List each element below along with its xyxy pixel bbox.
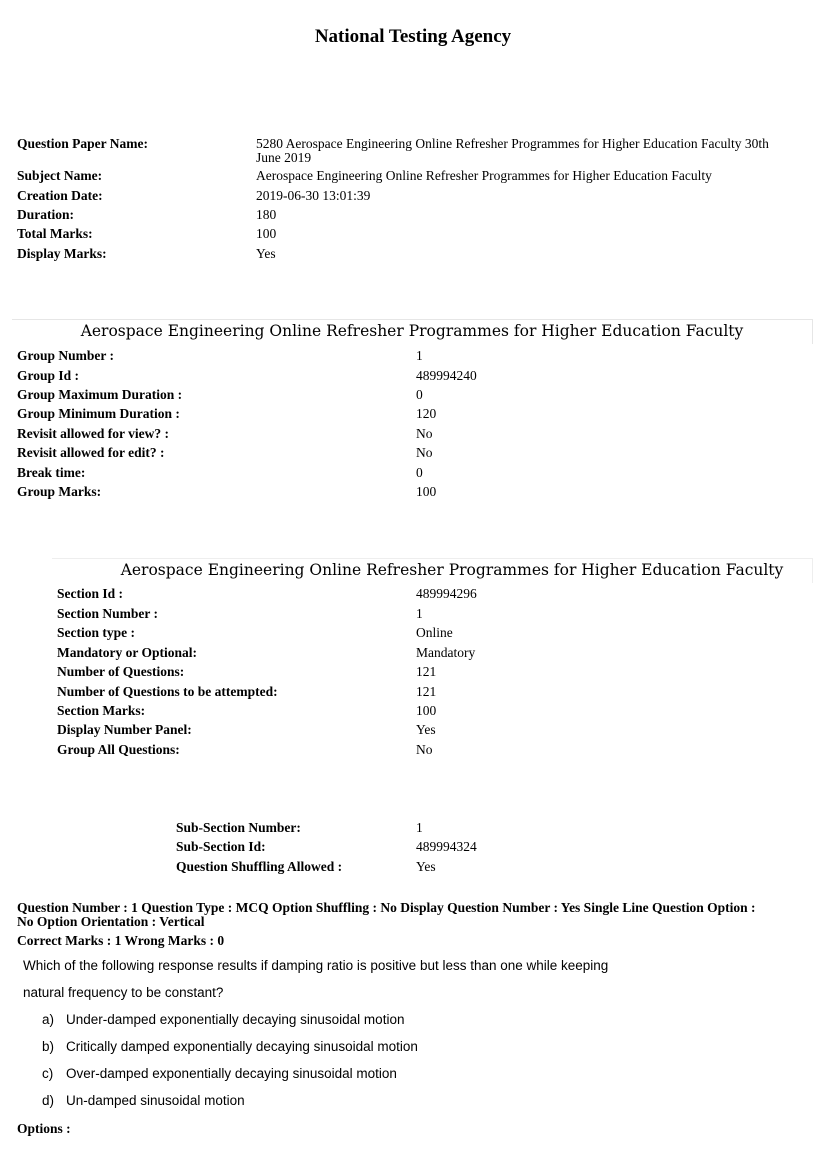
group-value: 100: [416, 484, 437, 499]
group-value: No: [416, 426, 433, 441]
section-key: Number of Questions:: [57, 664, 185, 679]
info-key: Subject Name:: [17, 168, 103, 183]
option-item: [42, 1012, 542, 1030]
info-value: Aerospace Engineering Online Refresher Programmes for Higher Education Faculty: [256, 168, 712, 183]
info-value: 2019-06-30 13:01:39: [256, 188, 371, 203]
subsection-value: 1: [416, 820, 423, 835]
group-key: Group Marks:: [17, 484, 102, 499]
section-key: Number of Questions to be attempted:: [57, 684, 278, 699]
options-label: Options :: [17, 1121, 71, 1136]
subsection-value: Yes: [416, 859, 436, 874]
section-key: Mandatory or Optional:: [57, 645, 198, 660]
group-value: No: [416, 445, 433, 460]
group-value: 489994240: [416, 368, 477, 383]
option-item: [42, 1039, 542, 1057]
info-value: Yes: [256, 246, 276, 261]
section-key: Section Number :: [57, 606, 158, 621]
section-value: 121: [416, 684, 437, 699]
group-value: 120: [416, 406, 437, 421]
option-label: c): [42, 1066, 54, 1081]
info-value: 100: [256, 226, 277, 241]
section-value: 121: [416, 664, 437, 679]
group-value: 0: [416, 465, 423, 480]
subsection-key: Sub-Section Number:: [176, 820, 301, 835]
section-key: Section type :: [57, 625, 135, 640]
section-value: Yes: [416, 722, 436, 737]
section-value: Mandatory: [416, 645, 476, 660]
info-key: Display Marks:: [17, 246, 107, 261]
question-meta-line: Question Number : 1 Question Type : MCQ Option Shuffling : No Display Question Number : Yes Single Line Question Option :: [17, 900, 756, 915]
group-key: Revisit allowed for view? :: [17, 426, 169, 441]
section-key: Display Number Panel:: [57, 722, 192, 737]
question-text-line: Which of the following response results if damping ratio is positive but less than one while keeping: [23, 958, 609, 973]
info-key: Duration:: [17, 207, 74, 222]
page-title: National Testing Agency: [314, 26, 512, 47]
info-value: 180: [256, 207, 277, 222]
option-item: [42, 1093, 542, 1111]
group-heading: Aerospace Engineering Online Refresher Programmes for Higher Education Faculty: [80, 322, 744, 340]
section-value: 100: [416, 703, 437, 718]
subsection-key: Sub-Section Id:: [176, 839, 266, 854]
group-key: Group Minimum Duration :: [17, 406, 180, 421]
info-key: Question Paper Name:: [17, 136, 148, 151]
section-value: Online: [416, 625, 453, 640]
option-text: Critically damped exponentially decaying sinusoidal motion: [66, 1039, 418, 1054]
option-text: Un-damped sinusoidal motion: [66, 1093, 245, 1108]
question-marks: Correct Marks : 1 Wrong Marks : 0: [17, 933, 225, 948]
group-key: Group Id :: [17, 368, 80, 383]
section-value: 1: [416, 606, 423, 621]
section-heading: Aerospace Engineering Online Refresher Programmes for Higher Education Faculty: [120, 561, 784, 579]
option-label: d): [42, 1093, 55, 1108]
option-label: a): [42, 1012, 55, 1027]
section-key: Section Marks:: [57, 703, 146, 718]
section-value: No: [416, 742, 433, 757]
section-value: 489994296: [416, 586, 477, 601]
subsection-key: Question Shuffling Allowed :: [176, 859, 343, 874]
subsection-value: 489994324: [416, 839, 477, 854]
option-item: [42, 1066, 542, 1084]
question-text-line: natural frequency to be constant?: [23, 985, 224, 1000]
section-key: Group All Questions:: [57, 742, 180, 757]
option-text: Over-damped exponentially decaying sinusoidal motion: [66, 1066, 397, 1081]
group-key: Break time:: [17, 465, 86, 480]
group-value: 0: [416, 387, 423, 402]
question-meta-line: No Option Orientation : Vertical: [17, 914, 205, 929]
info-key: Creation Date:: [17, 188, 103, 203]
group-key: Group Maximum Duration :: [17, 387, 183, 402]
group-key: Revisit allowed for edit? :: [17, 445, 165, 460]
option-text: Under-damped exponentially decaying sinusoidal motion: [66, 1012, 405, 1027]
question-meta: [17, 901, 817, 929]
info-value: 5280 Aerospace Engineering Online Refresher Programmes for Higher Education Faculty 30th June 2019: [256, 136, 769, 165]
info-key: Total Marks:: [17, 226, 93, 241]
option-label: b): [42, 1039, 55, 1054]
group-value: 1: [416, 348, 423, 363]
group-key: Group Number :: [17, 348, 115, 363]
section-key: Section Id :: [57, 586, 124, 601]
